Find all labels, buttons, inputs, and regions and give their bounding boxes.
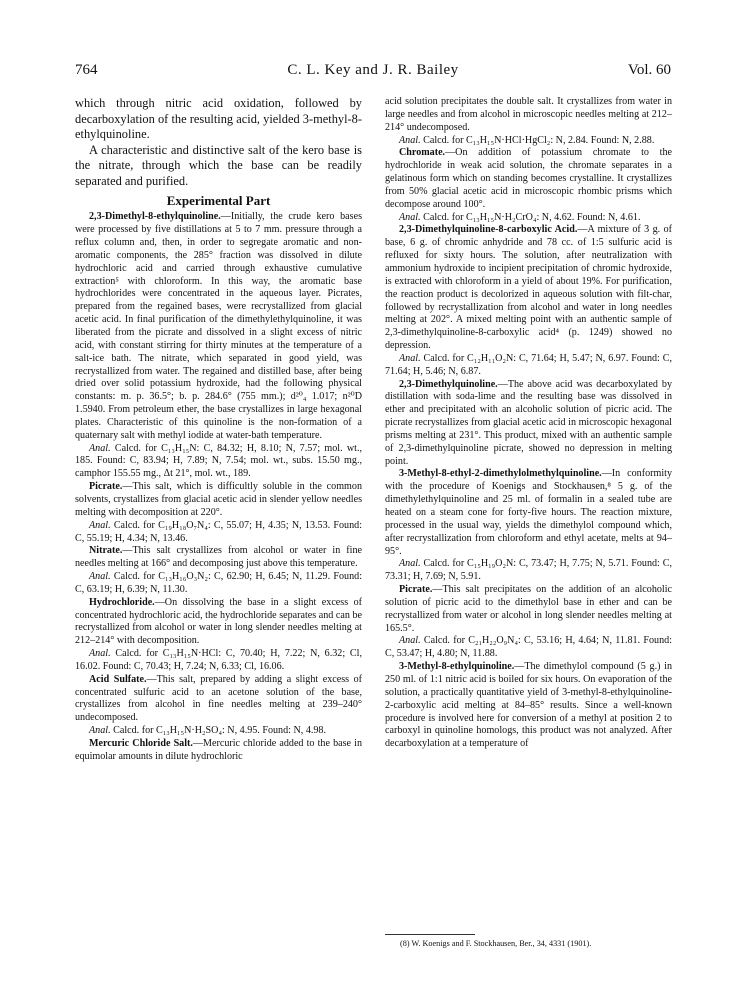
analysis-text: Calcd. for C₂₁H₂₂O₉N₄: C, 53.16; H, 4.64; N, 11.81. Found: C, 53.47; H, 4.80; N, 11.88. [385,635,672,660]
analysis-line [385,635,672,661]
run-in-heading: 2,3-Dimethylquinoline-8-carboxylic Acid. [399,224,578,236]
paragraph-text: —The above acid was decarboxylated by distillation with soda-lime and the resulting base was dissolved in ether and precipitated with an alcoholic solution of picric acid. The picrate recrystallizes from glacial acetic acid in microscopic hexagonal prisms melting at 231°. This product, mixed with an authentic sample of 2,3-dimethylquinoline picrate, showed no depression in melting point. [385,378,672,467]
paragraph-nitrate [75,545,362,571]
paragraph-dimethylquinoline [385,379,672,469]
run-in-heading: Mercuric Chloride Salt. [89,738,193,749]
analysis-line [385,353,672,379]
paragraph-dimethylol [385,468,672,558]
analysis-label: Anal. [89,725,111,737]
analysis-line [75,520,362,546]
run-in-heading: Picrate. [89,481,123,493]
volume-label: Vol. 60 [627,62,671,78]
paragraph-text: —On dissolving the base in a slight excess of concentrated hydrochloric acid, the hydrochloride separates and can be recrystallized from alcohol or water in long slender needles melting at 212–214° with decomposition. [75,596,362,647]
paragraph-acid-sulfate [75,674,362,725]
paragraph-picrate-2 [385,584,672,635]
intro-paragraph-continued: which through nitric acid oxidation, followed by decarboxylation of the resulting acid, yielded 3-methyl-8-ethylquinoline. [75,96,362,142]
run-in-heading: 3-Methyl-8-ethyl-2-dimethylolmethylquinoline. [399,468,602,480]
run-in-heading: 2,3-Dimethylquinoline. [399,378,498,390]
analysis-label: Anal. [89,648,111,660]
analysis-line [75,648,362,674]
analysis-line [385,135,672,148]
run-in-heading: Acid Sulfate. [89,673,147,685]
analysis-line [75,443,362,482]
paragraph-text: —This salt precipitates on the addition of an alcoholic solution of picric acid to the dimethylol base in ether and can be recrystallized from water or alcohol in long slender needles melting at 165.5°. [385,584,672,634]
run-in-heading: Picrate. [399,584,433,596]
analysis-text: Calcd. for C₁₃H₁₆O₃N₂: C, 62.90; H, 6.45; N, 11.29. Found: C, 63.19; H, 6.39; N, 11.30. [75,571,362,595]
run-in-heading: 2,3-Dimethyl-8-ethylquinoline. [89,211,221,223]
analysis-text: Calcd. for C₁₉H₁₈O₇N₄: C, 55.07; H, 4.35; N, 13.53. Found: C, 55.19; H, 4.34; N, 13.46. [75,519,362,544]
analysis-label: Anal. [89,571,111,583]
paragraph-picrate [75,481,362,520]
paragraph-text: —In conformity with the procedure of Koenigs and Stockhausen,⁸ 5 g. of the dimethylethylquinoline and 25 ml. of formalin in a sealed tube are heated on a steam cone for forty-five hours. The reaction mixture, processed in the usual way, yields the dimethylol compound which, after recrystallization from chloroform and ethyl acetate, melts at 94–95°. [385,468,672,557]
footnote-rule [385,934,475,935]
section-heading: Experimental Part [166,192,271,208]
analysis-text: Calcd. for C₁₃H₁₅N: C, 84.32; H, 8.10; N, 7.57; mol. wt., 185. Found: C, 83.94; H, 7.89; N, 7.54; mol. wt., subs. 15.50 mg., camphor 155.55 mg., Δt 21°, mol. wt., 189. [75,442,362,480]
run-in-heading: Chromate. [399,147,446,159]
analysis-label: Anal. [399,635,421,647]
paragraph-text: —On addition of potassium chromate to the hydrochloride in weak acid solution, the chromate separates in a gelatinous form which on standing becomes crystalline. It crystallizes from 50% glacial acetic acid in microscopic rhombic prisms which decompose around 100°. [385,147,672,210]
analysis-line [385,558,672,584]
page-header [75,62,671,84]
paragraph-continued: acid solution precipitates the double salt. It crystallizes from water in large needles and from alcohol in microscopic needles melting at 212–214° undecomposed. [385,96,672,133]
analysis-label: Anal. [89,519,111,531]
paragraph-methylethylquinoline [385,661,672,751]
paragraph-text: —Mercuric chloride added to the base in equimolar amounts in dilute hydrochloric [75,738,362,762]
analysis-text: Calcd. for C₁₃H₁₅N·HCl: C, 70.40; H, 7.22; N, 6.32; Cl, 16.02. Found: C, 70.43; H, 7.24; N, 6.33; Cl, 16.06. [75,648,362,672]
run-in-heading: Nitrate. [89,545,123,557]
paragraph-dimethylethylquinoline [75,211,362,442]
analysis-label: Anal. [399,558,421,570]
paragraph-mercuric-chloride [75,738,362,764]
intro-paragraph: A characteristic and distinctive salt of the kero base is the nitrate, through which the base can be readily separated and purified. [75,142,362,188]
paragraph-chromate [385,147,672,211]
analysis-text: Calcd. for C₁₃H₁₅N·H₂CrO₄: N, 4.62. Found: N, 4.61. [420,211,641,223]
run-in-heading: Hydrochloride. [89,596,155,608]
analysis-text: Calcd. for C₁₃H₁₅N·HCl·HgCl₂: N, 2.84. Found: N, 2.88. [420,134,655,146]
analysis-line [75,725,362,738]
paragraph-text: —This salt crystallizes from alcohol or water in fine needles melting at 166° and decomposing just above this temperature. [75,545,362,570]
paragraph-text: —A mixture of 3 g. of base, 6 g. of chromic anhydride and 78 cc. of 1:5 sulfuric acid is refluxed for sixty hours. The solution, after neutralization with ammonium hydroxide to incipient precipitation of chromic hydroxide, is extracted with chloroform in a yield of about 19%. For purification, the reaction product is decolorized in aqueous solution with filt-char, followed by recrystallization from alcohol and water in long needles melting at 202°. A mixed melting point with an authentic sample of 2,3-dimethylquinoline-8-carboxylic acid⁴ (p. 1249) showed no depression. [385,224,672,352]
analysis-label: Anal. [399,211,421,223]
left-column [75,96,362,764]
paragraph-text: —Initially, the crude kero bases were processed by five distillations at 5 to 7 mm. pressure through a reflux column and, then, in order to segregate aromatic and non-aromatic components, the 285° fraction was dissolved in dilute hydrochloric acid and carried through exhaustive cumulative extraction⁵ with chloroform. In this way, the aromatic base hydrochlorides were concentrated in the aqueous layer. Picrates, prepared from the regained bases, were recrystallized from glacial acetic acid. In final purification of the dimethylethylquinoline, it was liberated from the picrate and dissolved in a slight excess of nitric acid, with constant stirring for thirty minutes at the temperature of a salt-ice bath. The nitrate, which separated in good yield, was recrystallized from water. The regained and distilled base, after being dried over solid potassium hydroxide, had the following physical constants: m. p. 36.5°; b. p. 284.6° (755 mm.); d²⁰₄ 1.017; n²⁰D 1.5940. From petroleum ether, the base crystallizes in large hexagonal plates. Characteristic of this quinoline is the non-formation of a quaternary salt with methyl iodide at water-bath temperature. [75,211,362,441]
analysis-label: Anal. [399,352,421,364]
analysis-label: Anal. [89,442,111,454]
paragraph-hydrochloride [75,597,362,648]
paragraph-carboxylic-acid [385,224,672,352]
run-in-heading: 3-Methyl-8-ethylquinoline. [399,661,515,673]
analysis-label: Anal. [399,134,421,146]
paragraph-text: —This salt, which is difficultly soluble in the common solvents, crystallizes from glacial acetic acid in slender yellow needles melting with decomposition at 220°. [75,481,362,518]
paragraph-text: —This salt, prepared by adding a slight excess of concentrated sulfuric acid to an acetone solution of the base, crystallizes from alcohol in fine needles melting at 239–240° undecomposed. [75,673,363,724]
right-column [385,96,672,751]
analysis-line [75,571,362,597]
analysis-text: Calcd. for C₁₅H₁₉O₂N: C, 73.47; H, 7.75; N, 5.71. Found: C, 73.31; H, 7.69; N, 5.91. [385,558,672,583]
analysis-text: Calcd. for C₁₂H₁₁O₂N: C, 71.64; H, 5.47; N, 6.97. Found: C, 71.64; H, 5.46; N, 6.87. [385,352,672,377]
running-authors: C. L. Key and J. R. Bailey [287,62,459,78]
footnote: (8) W. Koenigs and F. Stockhausen, Ber., 34, 4331 (1901). [400,939,592,948]
page-number: 764 [75,62,98,78]
paragraph-text: —The dimethylol compound (5 g.) in 250 ml. of 1:1 nitric acid is boiled for six hours. On evaporation of the solution, a practically quantitative yield of 3-methyl-8-ethylquinoline-2-carboxylic acid melting at 84–85° results. Since a well-known procedure is involved here for conversion of a methyl at position 2 to carboxyl in quinoline homologs, this product was not analyzed. After decarboxylation at a temperature of [385,661,672,750]
analysis-text: Calcd. for C₁₃H₁₅N·H₂SO₄: N, 4.95. Found: N, 4.98. [110,725,327,737]
analysis-line [385,212,672,225]
